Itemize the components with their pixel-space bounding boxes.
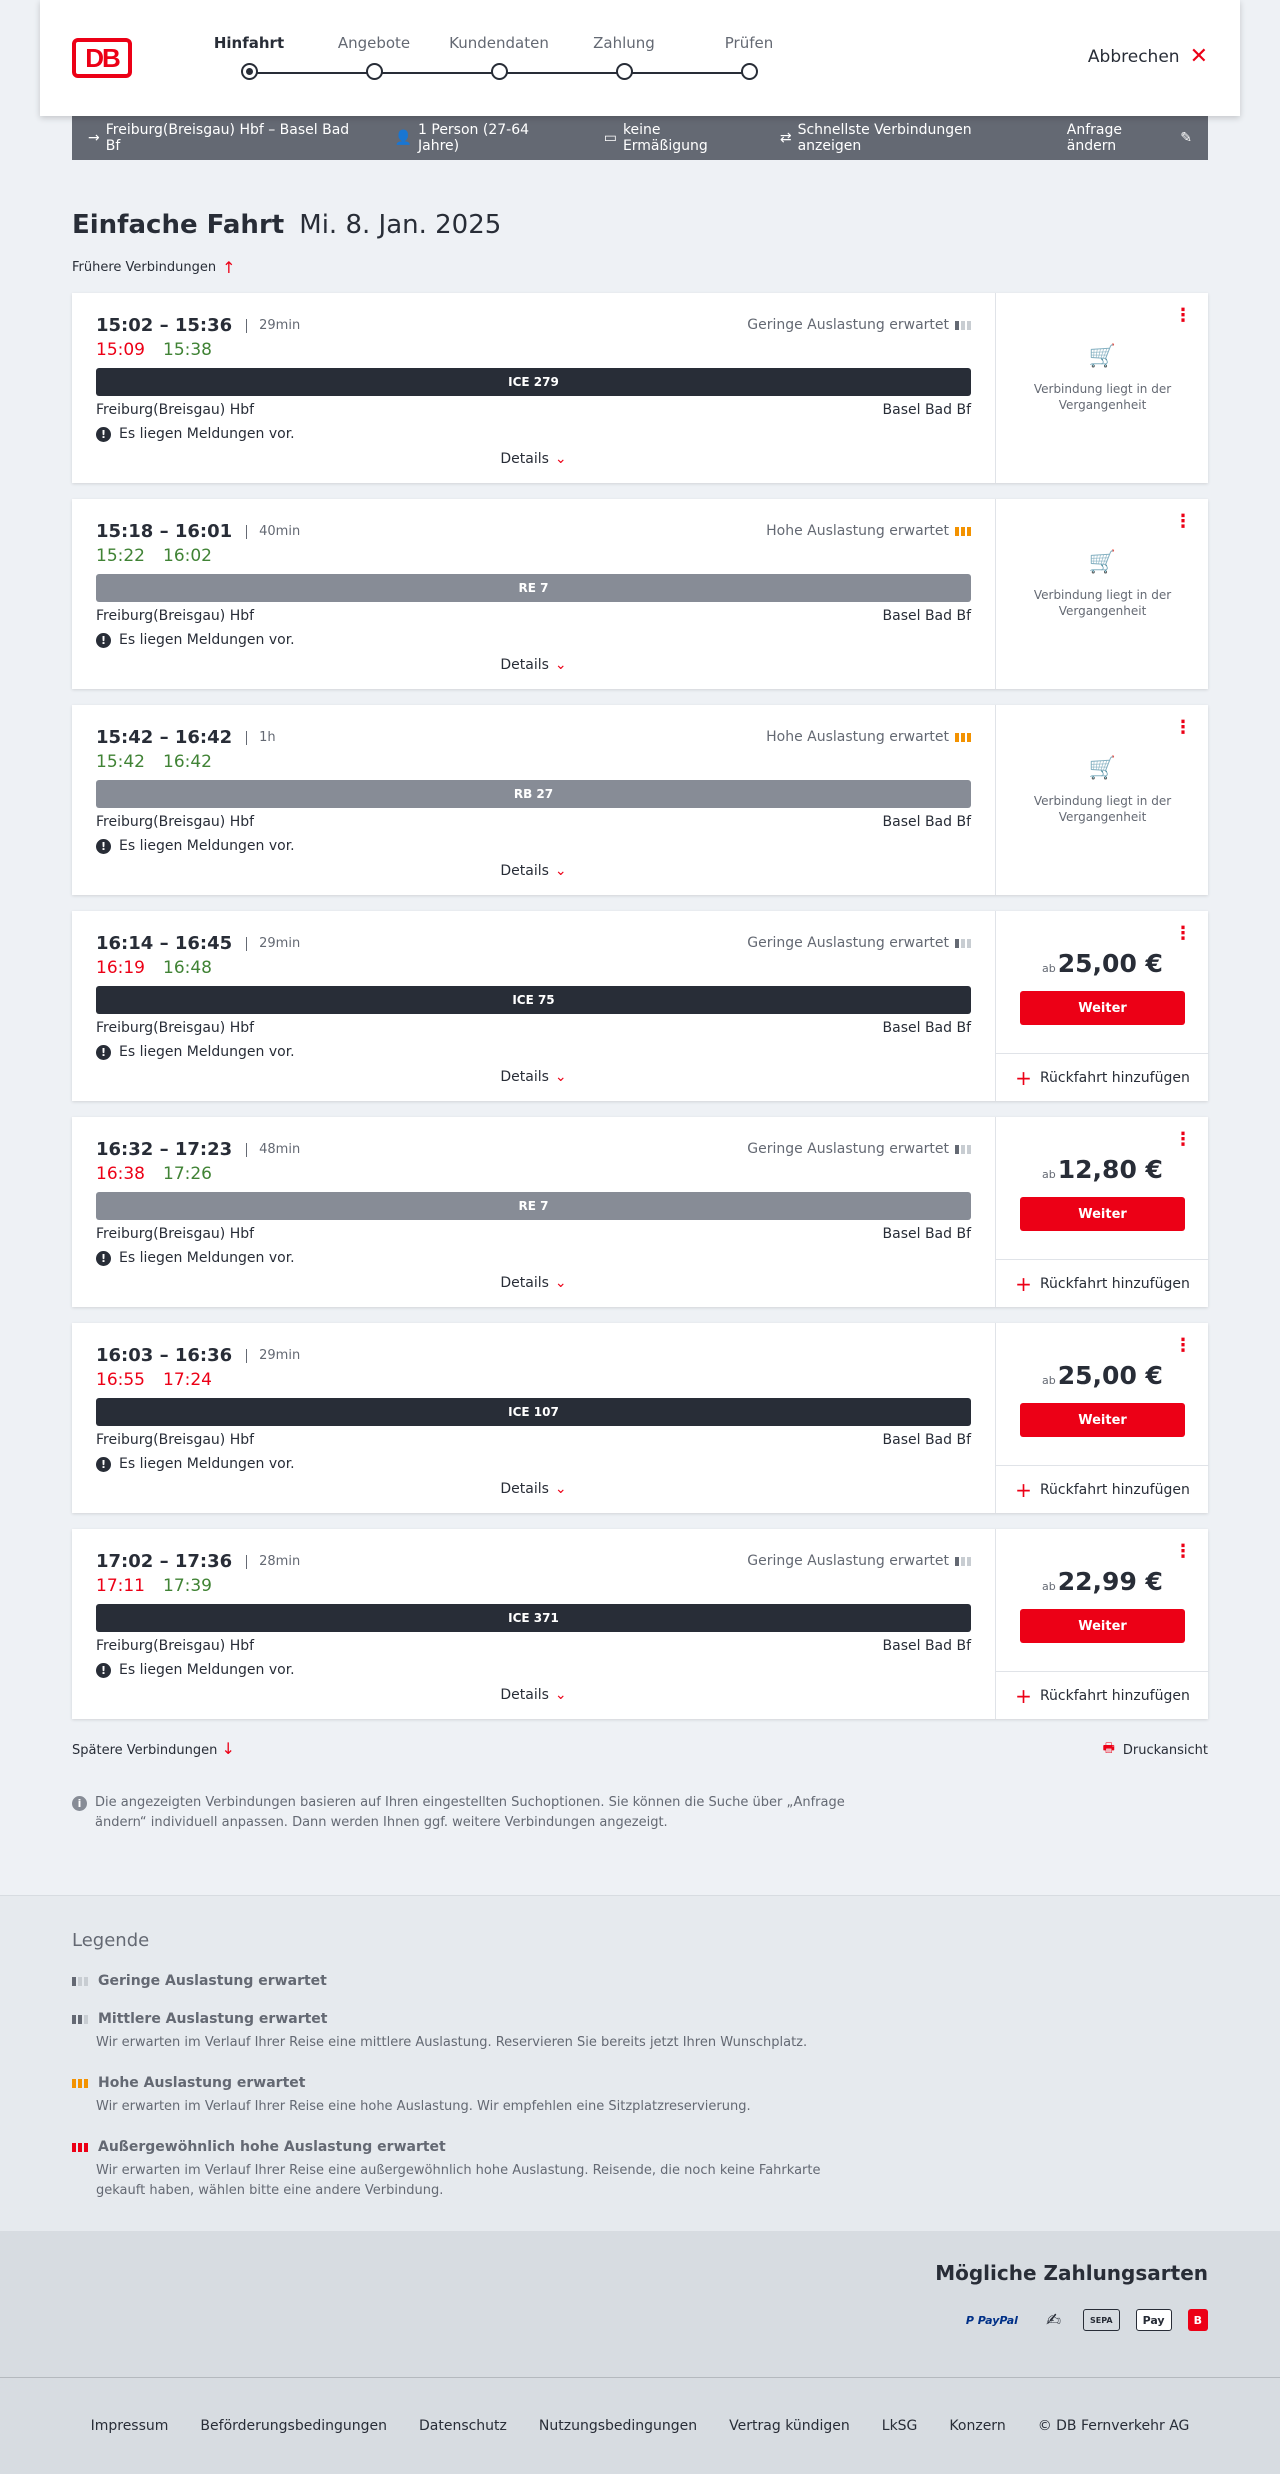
occupancy-info bbox=[747, 1141, 971, 1157]
fastest-summary bbox=[780, 122, 1033, 154]
info-text: Die angezeigten Verbindungen basieren auf Ihren eingestellten Suchoptionen. Sie können die Suche über „Anfrage ändern“ individuell anpassen. Dann werden Ihnen ggf. weitere Verbindungen angezeigt. bbox=[95, 1795, 845, 1830]
details-label: Details bbox=[500, 1687, 549, 1703]
details-toggle[interactable] bbox=[72, 863, 995, 879]
details-toggle[interactable] bbox=[72, 1275, 995, 1291]
price bbox=[996, 1361, 1209, 1390]
message-text: Es liegen Meldungen vor. bbox=[119, 1662, 295, 1678]
swap-icon: ⇄ bbox=[779, 130, 792, 146]
passenger-text: 1 Person (27-64 Jahre) bbox=[418, 122, 530, 154]
price-prefix: ab bbox=[1042, 962, 1056, 975]
connection-times bbox=[96, 1345, 971, 1366]
route-summary bbox=[88, 122, 361, 154]
message-notice bbox=[96, 426, 971, 442]
price-prefix: ab bbox=[1042, 1374, 1056, 1387]
add-return-label: Rückfahrt hinzufügen bbox=[1039, 1481, 1190, 1498]
occupancy-text: Geringe Auslastung erwartet bbox=[747, 1553, 949, 1569]
add-return-button[interactable] bbox=[996, 1671, 1209, 1719]
occupancy-icon bbox=[955, 527, 971, 536]
message-notice bbox=[96, 1250, 971, 1266]
arrow-right-icon: → bbox=[88, 130, 100, 146]
message-text: Es liegen Meldungen vor. bbox=[119, 632, 295, 648]
realtime-times bbox=[96, 546, 971, 566]
pencil-icon: ✎ bbox=[1180, 130, 1192, 146]
message-notice bbox=[96, 838, 971, 854]
realtime-arrival: 17:26 bbox=[163, 1164, 212, 1184]
price bbox=[996, 1567, 1209, 1596]
top-bar bbox=[40, 0, 1240, 116]
chevron-down-icon: ⌄ bbox=[554, 1687, 567, 1703]
details-label: Details bbox=[500, 863, 549, 879]
step-angebote[interactable] bbox=[314, 34, 434, 52]
step-label: Hinfahrt bbox=[213, 34, 285, 52]
search-summary bbox=[72, 116, 1208, 160]
realtime-departure: 15:09 bbox=[96, 340, 145, 360]
cancel-button[interactable] bbox=[1088, 46, 1208, 68]
legend-item bbox=[72, 1973, 1208, 1989]
legend-item bbox=[72, 2075, 1208, 2117]
past-notice bbox=[996, 344, 1209, 413]
stations bbox=[96, 608, 971, 624]
continue-button[interactable]: Weiter bbox=[1020, 1609, 1185, 1643]
price bbox=[996, 1155, 1209, 1184]
chevron-down-icon: ⌄ bbox=[554, 1275, 567, 1291]
footer-link-vertrag-kuendigen[interactable]: Vertrag kündigen bbox=[729, 2418, 850, 2434]
footer-link-befoerderungsbedingungen[interactable]: Beförderungsbedingungen bbox=[200, 2418, 387, 2434]
occupancy-icon bbox=[72, 2015, 88, 2024]
stations bbox=[96, 1020, 971, 1036]
message-notice bbox=[96, 1662, 971, 1678]
occupancy-icon bbox=[955, 1557, 971, 1566]
paypal-icon: P PayPal bbox=[965, 2313, 1018, 2327]
payment-icons bbox=[960, 2309, 1208, 2331]
change-label: Anfrage ändern bbox=[1066, 122, 1122, 154]
price-value: 12,80 € bbox=[1057, 1155, 1163, 1184]
creditcard-icon: ✍ bbox=[1045, 2309, 1062, 2331]
realtime-times bbox=[96, 958, 971, 978]
realtime-arrival: 15:38 bbox=[163, 340, 212, 360]
price bbox=[996, 949, 1209, 978]
destination-station: Basel Bad Bf bbox=[882, 814, 971, 830]
connection-card[interactable] bbox=[72, 1529, 1208, 1719]
footer-link-lksg[interactable]: LkSG bbox=[881, 2418, 918, 2434]
stations bbox=[96, 1432, 971, 1448]
stations bbox=[96, 402, 971, 418]
train-bar[interactable]: RE 7 bbox=[96, 1192, 971, 1220]
chevron-down-icon: ⌄ bbox=[554, 451, 567, 467]
past-notice bbox=[996, 756, 1209, 825]
chevron-down-icon: ⌄ bbox=[554, 1481, 567, 1497]
add-return-button[interactable] bbox=[996, 1259, 1209, 1307]
details-toggle[interactable] bbox=[72, 451, 995, 467]
message-notice bbox=[96, 1044, 971, 1060]
duration: 29min bbox=[246, 319, 300, 333]
chevron-down-icon: ⌄ bbox=[554, 863, 567, 879]
offer-panel bbox=[995, 705, 1208, 895]
details-toggle[interactable] bbox=[72, 1481, 995, 1497]
train-bar[interactable]: ICE 279 bbox=[96, 368, 971, 396]
step-zahlung[interactable] bbox=[564, 34, 684, 52]
later-row bbox=[72, 1739, 1208, 1761]
legend-item-title bbox=[72, 2139, 1208, 2155]
cart-unavailable-icon: 🛒 bbox=[1088, 550, 1117, 575]
destination-station: Basel Bad Bf bbox=[882, 1020, 971, 1036]
legend bbox=[0, 1895, 1280, 2231]
destination-station: Basel Bad Bf bbox=[882, 608, 971, 624]
db-icon: B bbox=[1188, 2309, 1208, 2331]
printer-icon: 🖶 bbox=[1102, 1741, 1115, 1756]
offer-panel bbox=[995, 1529, 1208, 1719]
legend-item-title bbox=[72, 2075, 1208, 2091]
price-prefix: ab bbox=[1042, 1580, 1056, 1593]
occupancy-info bbox=[747, 317, 971, 333]
details-toggle[interactable] bbox=[72, 1069, 995, 1085]
legend-title-text: Mittlere Auslastung erwartet bbox=[98, 2011, 328, 2027]
occupancy-icon bbox=[955, 733, 971, 742]
occupancy-info bbox=[766, 729, 971, 745]
progress-steps bbox=[165, 34, 774, 84]
legend-list bbox=[72, 1973, 1208, 2201]
stations bbox=[96, 814, 971, 830]
alert-icon: ! bbox=[96, 1457, 111, 1472]
legend-title-text: Hohe Auslastung erwartet bbox=[98, 2075, 306, 2091]
arrow-up-icon: ↑ bbox=[222, 258, 236, 277]
past-text: Verbindung liegt in der Vergangenheit bbox=[1033, 794, 1172, 824]
more-menu-icon[interactable]: ⋮ bbox=[1174, 305, 1192, 326]
legend-title: Legende bbox=[72, 1930, 150, 1951]
cart-unavailable-icon: 🛒 bbox=[1088, 756, 1117, 781]
legend-item-title bbox=[72, 1973, 1208, 1989]
offer-panel bbox=[995, 911, 1208, 1101]
earlier-connections-link[interactable] bbox=[72, 258, 1208, 277]
step-pruefen[interactable] bbox=[689, 34, 809, 52]
scheduled-times: 15:02 – 15:36 bbox=[96, 315, 233, 336]
realtime-departure: 15:22 bbox=[96, 546, 145, 566]
legend-title-text: Geringe Auslastung erwartet bbox=[98, 1973, 327, 1989]
plus-icon: + bbox=[1015, 1065, 1032, 1090]
scheduled-times: 17:02 – 17:36 bbox=[96, 1551, 233, 1572]
page-title bbox=[72, 210, 1208, 240]
add-return-label: Rückfahrt hinzufügen bbox=[1039, 1275, 1190, 1292]
legend-description: Wir erwarten im Verlauf Ihrer Reise eine hohe Auslastung. Wir empfehlen eine Sitzplatzreservierung. bbox=[96, 2099, 751, 2114]
cart-unavailable-icon: 🛒 bbox=[1088, 344, 1117, 369]
footer-copyright: © DB Fernverkehr AG bbox=[1037, 2418, 1190, 2434]
realtime-times bbox=[96, 1576, 971, 1596]
more-menu-icon[interactable]: ⋮ bbox=[1174, 923, 1192, 944]
alert-icon: ! bbox=[96, 427, 111, 442]
continue-button[interactable]: Weiter bbox=[1020, 1197, 1185, 1231]
alert-icon: ! bbox=[96, 1045, 111, 1060]
train-bar[interactable]: RE 7 bbox=[96, 574, 971, 602]
realtime-times bbox=[96, 1370, 971, 1390]
occupancy-text: Hohe Auslastung erwartet bbox=[766, 523, 949, 539]
realtime-times bbox=[96, 1164, 971, 1184]
more-menu-icon[interactable]: ⋮ bbox=[1174, 1541, 1192, 1562]
message-notice bbox=[96, 632, 971, 648]
offer-panel bbox=[995, 1117, 1208, 1307]
card-icon: ▭ bbox=[603, 130, 617, 146]
footer-link-konzern[interactable]: Konzern bbox=[949, 2418, 1006, 2434]
more-menu-icon[interactable]: ⋮ bbox=[1174, 511, 1192, 532]
occupancy-icon bbox=[72, 2079, 88, 2088]
details-toggle[interactable] bbox=[72, 1687, 995, 1703]
realtime-departure: 16:55 bbox=[96, 1370, 145, 1390]
realtime-arrival: 17:24 bbox=[163, 1370, 212, 1390]
price-value: 22,99 € bbox=[1057, 1567, 1163, 1596]
step-hinfahrt[interactable] bbox=[189, 34, 309, 52]
earlier-label: Frühere Verbindungen bbox=[72, 260, 217, 275]
chevron-down-icon: ⌄ bbox=[554, 657, 567, 673]
duration: 1h bbox=[246, 731, 276, 745]
message-text: Es liegen Meldungen vor. bbox=[119, 1044, 295, 1060]
realtime-arrival: 16:48 bbox=[163, 958, 212, 978]
passenger-summary bbox=[395, 122, 570, 154]
duration: 40min bbox=[246, 525, 300, 539]
past-notice bbox=[996, 550, 1209, 619]
occupancy-icon bbox=[955, 321, 971, 330]
destination-station: Basel Bad Bf bbox=[882, 1432, 971, 1448]
step-circle bbox=[741, 63, 758, 80]
duration: 28min bbox=[246, 1555, 300, 1569]
footer-link-impressum[interactable]: Impressum bbox=[90, 2418, 169, 2434]
alert-icon: ! bbox=[96, 633, 111, 648]
continue-button[interactable]: Weiter bbox=[1020, 991, 1185, 1025]
step-label: Zahlung bbox=[593, 34, 655, 52]
origin-station: Freiburg(Breisgau) Hbf bbox=[96, 608, 255, 624]
train-bar[interactable]: ICE 75 bbox=[96, 986, 971, 1014]
scheduled-times: 15:42 – 16:42 bbox=[96, 727, 233, 748]
offer-panel bbox=[995, 293, 1208, 483]
add-return-button[interactable] bbox=[996, 1053, 1209, 1101]
plus-icon: + bbox=[1015, 1477, 1032, 1502]
more-menu-icon[interactable]: ⋮ bbox=[1174, 1129, 1192, 1150]
realtime-departure: 16:38 bbox=[96, 1164, 145, 1184]
realtime-times bbox=[96, 752, 971, 772]
train-bar[interactable]: ICE 371 bbox=[96, 1604, 971, 1632]
details-label: Details bbox=[500, 1275, 549, 1291]
later-connections-link[interactable] bbox=[72, 1739, 235, 1761]
connection-list bbox=[72, 293, 1208, 1719]
train-bar[interactable]: ICE 107 bbox=[96, 1398, 971, 1426]
step-label: Prüfen bbox=[724, 34, 774, 52]
discount-text: keine Ermäßigung bbox=[622, 122, 708, 154]
alert-icon: ! bbox=[96, 1251, 111, 1266]
title-text: Einfache Fahrt bbox=[72, 210, 285, 240]
more-menu-icon[interactable]: ⋮ bbox=[1174, 1335, 1192, 1356]
occupancy-text: Geringe Auslastung erwartet bbox=[747, 317, 949, 333]
payment-methods bbox=[0, 2231, 1280, 2377]
offer-panel bbox=[995, 1323, 1208, 1513]
legend-description: Wir erwarten im Verlauf Ihrer Reise eine außergewöhnlich hohe Auslastung. Reisende, die noch keine Fahrkarte gekauft haben, wählen bitte eine andere Verbindung. bbox=[96, 2163, 821, 2198]
details-label: Details bbox=[500, 1481, 549, 1497]
step-circle bbox=[616, 63, 633, 80]
arrow-down-icon: ↓ bbox=[221, 1739, 235, 1758]
origin-station: Freiburg(Breisgau) Hbf bbox=[96, 1638, 255, 1654]
realtime-times bbox=[96, 340, 971, 360]
step-circle bbox=[366, 63, 383, 80]
add-return-label: Rückfahrt hinzufügen bbox=[1039, 1687, 1190, 1704]
applepay-icon: Pay bbox=[1136, 2309, 1172, 2331]
train-bar[interactable]: RB 27 bbox=[96, 780, 971, 808]
plus-icon: + bbox=[1015, 1271, 1032, 1296]
destination-station: Basel Bad Bf bbox=[882, 1226, 971, 1242]
later-label: Spätere Verbindungen bbox=[72, 1743, 218, 1758]
connection-card[interactable] bbox=[72, 499, 1208, 689]
step-circle bbox=[491, 63, 508, 80]
discount-summary bbox=[604, 122, 746, 154]
step-circle bbox=[241, 63, 258, 80]
legend-title-text: Außergewöhnlich hohe Auslastung erwartet bbox=[98, 2139, 446, 2155]
past-text: Verbindung liegt in der Vergangenheit bbox=[1033, 382, 1172, 412]
occupancy-info bbox=[747, 1553, 971, 1569]
footer-link-datenschutz[interactable]: Datenschutz bbox=[418, 2418, 507, 2434]
legend-item bbox=[72, 2139, 1208, 2201]
plus-icon: + bbox=[1015, 1683, 1032, 1708]
occupancy-text: Geringe Auslastung erwartet bbox=[747, 935, 949, 951]
realtime-departure: 16:19 bbox=[96, 958, 145, 978]
realtime-arrival: 16:42 bbox=[163, 752, 212, 772]
continue-button[interactable]: Weiter bbox=[1020, 1403, 1185, 1437]
message-text: Es liegen Meldungen vor. bbox=[119, 426, 295, 442]
footer bbox=[0, 2377, 1280, 2474]
alert-icon: ! bbox=[96, 839, 111, 854]
duration: 48min bbox=[246, 1143, 300, 1157]
duration: 29min bbox=[246, 1349, 300, 1363]
main-content bbox=[72, 210, 1208, 1833]
step-kundendaten[interactable] bbox=[439, 34, 559, 52]
occupancy-info bbox=[766, 523, 971, 539]
legend-item-title bbox=[72, 2011, 1208, 2027]
destination-station: Basel Bad Bf bbox=[882, 1638, 971, 1654]
occupancy-text: Hohe Auslastung erwartet bbox=[766, 729, 949, 745]
connection-card[interactable] bbox=[72, 1117, 1208, 1307]
realtime-departure: 17:11 bbox=[96, 1576, 145, 1596]
occupancy-icon bbox=[955, 1145, 971, 1154]
occupancy-info bbox=[747, 935, 971, 951]
travel-date: Mi. 8. Jan. 2025 bbox=[299, 210, 502, 240]
occupancy-icon bbox=[72, 2143, 88, 2152]
stations bbox=[96, 1638, 971, 1654]
details-label: Details bbox=[500, 451, 549, 467]
sepa-icon: SEPA bbox=[1083, 2309, 1120, 2331]
alert-icon: ! bbox=[96, 1663, 111, 1678]
stations bbox=[96, 1226, 971, 1242]
price-value: 25,00 € bbox=[1057, 949, 1163, 978]
realtime-departure: 15:42 bbox=[96, 752, 145, 772]
occupancy-icon bbox=[955, 939, 971, 948]
db-logo[interactable]: DB bbox=[72, 38, 132, 78]
message-text: Es liegen Meldungen vor. bbox=[119, 1456, 295, 1472]
scheduled-times: 16:03 – 16:36 bbox=[96, 1345, 233, 1366]
offer-panel bbox=[995, 499, 1208, 689]
person-icon: 👤 bbox=[394, 130, 413, 146]
details-label: Details bbox=[500, 1069, 549, 1085]
change-request-button[interactable] bbox=[1067, 122, 1192, 154]
close-icon: ✕ bbox=[1189, 44, 1208, 69]
step-label: Angebote bbox=[337, 34, 411, 52]
footer-link-nutzungsbedingungen[interactable]: Nutzungsbedingungen bbox=[538, 2418, 698, 2434]
fastest-text: Schnellste Verbindungen anzeigen bbox=[797, 122, 972, 154]
print-view-link[interactable] bbox=[1103, 1739, 1208, 1761]
chevron-down-icon: ⌄ bbox=[554, 1069, 567, 1085]
realtime-arrival: 17:39 bbox=[163, 1576, 212, 1596]
connection-card[interactable] bbox=[72, 705, 1208, 895]
message-text: Es liegen Meldungen vor. bbox=[119, 838, 295, 854]
message-text: Es liegen Meldungen vor. bbox=[119, 1250, 295, 1266]
info-note bbox=[72, 1793, 852, 1833]
step-label: Kundendaten bbox=[449, 34, 549, 52]
legend-item bbox=[72, 2011, 1208, 2053]
origin-station: Freiburg(Breisgau) Hbf bbox=[96, 1226, 255, 1242]
past-text: Verbindung liegt in der Vergangenheit bbox=[1033, 588, 1172, 618]
occupancy-text: Geringe Auslastung erwartet bbox=[747, 1141, 949, 1157]
scheduled-times: 15:18 – 16:01 bbox=[96, 521, 233, 542]
add-return-button[interactable] bbox=[996, 1465, 1209, 1513]
origin-station: Freiburg(Breisgau) Hbf bbox=[96, 402, 255, 418]
connection-card[interactable] bbox=[72, 1323, 1208, 1513]
payment-title: Mögliche Zahlungsarten bbox=[935, 2261, 1208, 2285]
realtime-arrival: 16:02 bbox=[163, 546, 212, 566]
connection-card[interactable] bbox=[72, 911, 1208, 1101]
scheduled-times: 16:32 – 17:23 bbox=[96, 1139, 233, 1160]
origin-station: Freiburg(Breisgau) Hbf bbox=[96, 1020, 255, 1036]
connection-card[interactable] bbox=[72, 293, 1208, 483]
details-label: Details bbox=[500, 657, 549, 673]
route-text: Freiburg(Breisgau) Hbf – Basel Bad Bf bbox=[105, 122, 350, 154]
occupancy-icon bbox=[72, 1977, 88, 1986]
more-menu-icon[interactable]: ⋮ bbox=[1174, 717, 1192, 738]
scheduled-times: 16:14 – 16:45 bbox=[96, 933, 233, 954]
print-label: Druckansicht bbox=[1122, 1742, 1208, 1758]
destination-station: Basel Bad Bf bbox=[882, 402, 971, 418]
details-toggle[interactable] bbox=[72, 657, 995, 673]
origin-station: Freiburg(Breisgau) Hbf bbox=[96, 814, 255, 830]
add-return-label: Rückfahrt hinzufügen bbox=[1039, 1069, 1190, 1086]
message-notice bbox=[96, 1456, 971, 1472]
info-icon: i bbox=[72, 1796, 87, 1811]
price-prefix: ab bbox=[1042, 1168, 1056, 1181]
legend-description: Wir erwarten im Verlauf Ihrer Reise eine mittlere Auslastung. Reservieren Sie bereits jetzt Ihren Wunschplatz. bbox=[96, 2035, 808, 2050]
price-value: 25,00 € bbox=[1057, 1361, 1163, 1390]
origin-station: Freiburg(Breisgau) Hbf bbox=[96, 1432, 255, 1448]
duration: 29min bbox=[246, 937, 300, 951]
cancel-label: Abbrechen bbox=[1087, 47, 1180, 67]
